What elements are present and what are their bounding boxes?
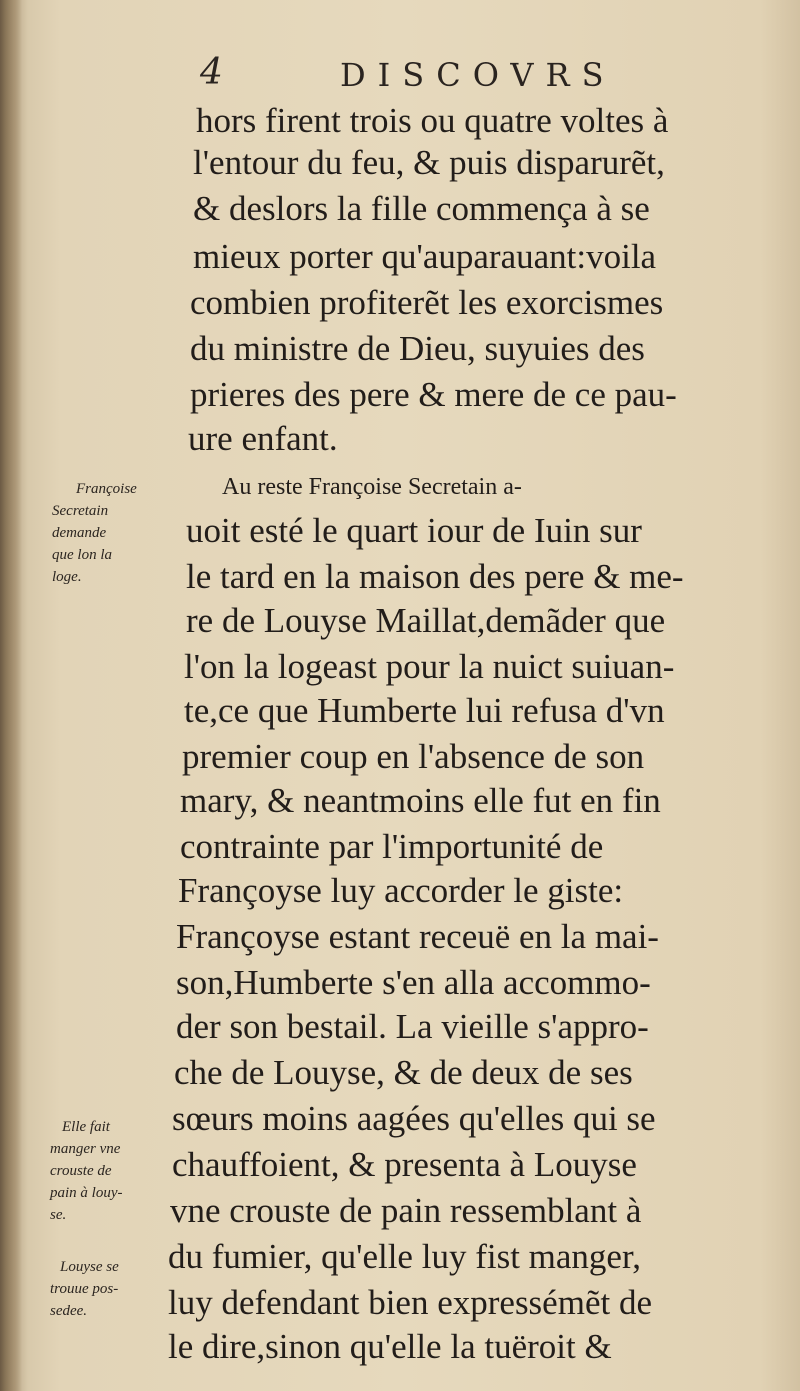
body-line: le dire,sinon qu'elle la tuëroit & <box>168 1327 612 1366</box>
margin-note-line: Elle fait <box>62 1119 110 1135</box>
margin-note <box>50 1256 190 1322</box>
body-line: & deslors la fille commença à se <box>193 189 650 228</box>
body-line: mieux porter qu'auparauant:voila <box>193 237 657 276</box>
body-line: contrainte par l'importunité de <box>180 827 604 866</box>
body-line: du ministre de Dieu, suyuies des <box>190 329 645 368</box>
margin-note-line: se. <box>50 1207 67 1223</box>
body-line: combien profiterẽt les exorcismes <box>190 283 664 322</box>
page-number: 4 <box>200 52 223 93</box>
body-line: prieres des pere & mere de ce pau- <box>190 375 677 414</box>
margin-note-line: Secretain <box>52 503 109 519</box>
body-line: hors firent trois ou quatre voltes à <box>196 101 669 140</box>
margin-note-line: Louyse se <box>60 1259 119 1275</box>
body-line: Françoyse luy accorder le giste: <box>178 871 624 910</box>
body-line: du fumier, qu'elle luy fist manger, <box>168 1237 641 1276</box>
body-line: re de Louyse Maillat,demãder que <box>186 601 666 640</box>
page-header <box>200 52 620 102</box>
body-line: ure enfant. <box>188 419 338 458</box>
body-line: l'entour du feu, & puis disparurẽt, <box>193 143 665 182</box>
body-line: der son bestail. La vieille s'appro- <box>176 1007 649 1046</box>
margin-note-line: loge. <box>52 569 82 585</box>
body-line: uoit esté le quart iour de Iuin sur <box>186 511 642 550</box>
margin-note-line: trouue pos- <box>50 1281 119 1297</box>
margin-note-line: pain à louy- <box>50 1185 123 1201</box>
body-line: le tard en la maison des pere & me- <box>186 557 684 596</box>
body-line: Françoyse estant receuë en la mai- <box>176 917 659 956</box>
margin-note-line: demande <box>52 525 107 541</box>
running-title: DISCOVRS <box>340 56 616 94</box>
body-line: sœurs moins aagées qu'elles qui se <box>172 1099 656 1138</box>
body-line: luy defendant bien expressémẽt de <box>168 1283 652 1322</box>
book-binding-edge <box>0 0 22 1391</box>
body-line: chauffoient, & presenta à Louyse <box>172 1145 637 1184</box>
margin-note-line: manger vne <box>50 1141 121 1157</box>
margin-note-line: que lon la <box>52 547 112 563</box>
body-line: son,Humberte s'en alla accommo- <box>176 963 651 1002</box>
body-line: Au reste Françoise Secretain a- <box>222 474 522 500</box>
body-line: te,ce que Humberte lui refusa d'vn <box>184 691 665 730</box>
body-line: che de Louyse, & de deux de ses <box>174 1053 633 1092</box>
body-line: mary, & neantmoins elle fut en fin <box>180 781 661 820</box>
margin-note-line: Françoise <box>76 481 137 497</box>
body-line: premier coup en l'absence de son <box>182 737 645 776</box>
margin-note-line: sedee. <box>50 1303 88 1319</box>
margin-note-line: crouste de <box>50 1163 112 1179</box>
margin-note <box>52 478 192 588</box>
body-line: vne crouste de pain ressemblant à <box>170 1191 642 1230</box>
body-line: l'on la logeast pour la nuict suiuan- <box>184 647 675 686</box>
margin-note <box>50 1116 190 1226</box>
